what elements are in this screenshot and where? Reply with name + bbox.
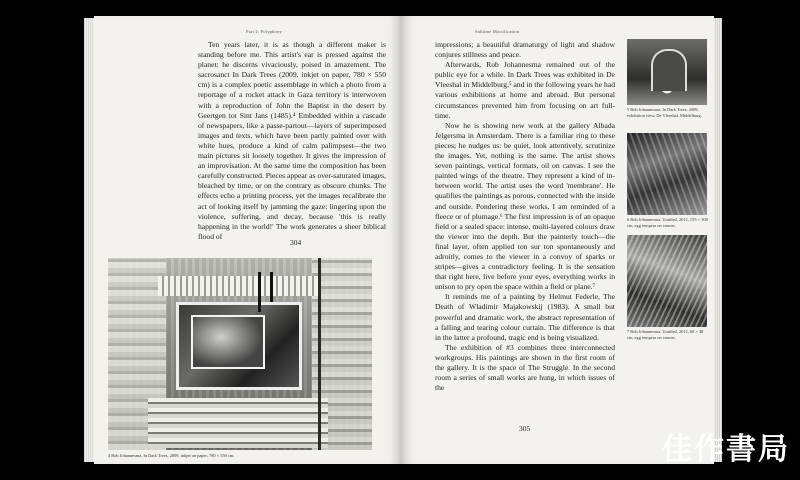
thumb-caption: 5 Rob Johannesma, In Dark Trees, 2009, exhibition view, De Vleeshal, Middelburg.: [627, 107, 702, 118]
paragraph: The exhibition of #3 combines three interconnected workgroups. His paintings are shown in the first room of the gallery. It is the space of The Struggle. In the second room a series of small works are hung, in which issues of the: [435, 342, 615, 393]
right-page: [401, 16, 714, 464]
paragraph: Ten years later, it is as though a different maker is standing before me. This artist's ear is pressed against the planet: he discerns vivaciously, poised in amazement. The sacrosanct In Dark Trees (2009, inkjet on paper, 780 × 550 cm) is a complex poetic assemblage in which a photo from a reportage of a rocket attack in Gaza territory is interwoven with a reproduction of John the Baptist in the desert by Geertgen tot Sint Jans (1485).⁴ Embedded within a cascade of newspapers, like a passe-partout—layers of superimposed images and texts, which have been partly painted over with white hues, produce a kind of calm palimpsest—the two main pictures sit loosely together. It gives the impression of an improvisation. At the same time the composition has been carefully constructed. Pieces appear as over-saturated images, bleached by time, or on the contrary as obscure chunks. The effects echo a printing process, yet the images recalibrate the act of looking itself by jamming the gaze: lingering upon the violence, suffering, and decay, because 'this is really happening in the world!' The work generates a sheer biblical flood of: [198, 40, 386, 241]
running-head-left: Part 4: Polyphony: [246, 29, 282, 34]
left-page: [94, 16, 401, 464]
paragraph: impressions; a beautiful dramaturgy of light and shadow conjures stillness and peace.: [435, 40, 615, 60]
page-edges-left: [84, 18, 94, 462]
watermark-logo: 佳作書局: [662, 432, 790, 467]
paragraph: It reminds me of a painting by Helmut Federle, The Death of Wladimir Majakowskij (1983). A small but powerful and dramatic work, the abstract representation of a falling and tearing colour curtain. The difference is that in the latter a profound, tragic end is being visualized.: [435, 292, 615, 342]
right-body-text: [435, 40, 615, 393]
running-head-right: Sublime Mortification: [475, 29, 520, 34]
thumb-caption: 7 Rob Johannesma, Untitled, 2012, 60 × 48 cm, egg tempera on canvas.: [627, 329, 704, 340]
thumbnail-painting-untitled-2: [627, 235, 707, 327]
folio-right: 305: [519, 424, 531, 433]
thumb-caption: 6 Rob Johannesma, Untitled, 2012, 155 × 100 cm, egg tempera on canvas.: [627, 217, 708, 228]
artwork-photo-in-dark-trees: [108, 258, 372, 450]
thumbnail-painting-untitled-1: [627, 133, 707, 215]
left-body-text: [198, 40, 386, 242]
photo-caption-left: 4 Rob Johannesma, In Dark Trees, 2009, inkjet on paper, 780 × 550 cm.: [108, 453, 235, 458]
folio-left: 304: [290, 238, 302, 247]
page-edges-right: [714, 18, 722, 462]
paragraph: Now he is showing new work at the gallery Albada Jelgersma in Amsterdam. There is a familiar ring to these pieces; he nudges us: be quiet, look attentively, scrutinize the images. Yet, nothing is the same. The artist shows seven paintings, vertical formats, oil on canvas. I see the painted wings of the theatre. They represent a kind of in-between world. The artist uses the word 'membrane'. He qualifies the paintings as porous, connected with the inside and outside. Pondering these works, I am reminded of a fleece or of plumage.⁶ The first impression is of an opaque field or a sealed space: intense, multi-layered colours draw the viewer into the depth. But the painterly touch—the final layer, often applied ton sur ton spontaneously and adroitly, comes to the viewer in a convoy of sparks or stripes—gives a contradictory feeling. It is the sensation that right here, live before your eyes, everything works in unison to pry open the space within a field or plane.⁷: [435, 120, 615, 292]
thumbnail-exhibition-view: [627, 39, 707, 105]
paragraph: Afterwards, Rob Johannesma remained out of the public eye for a while. In Dark Trees was exhibited in De Vleeshal in Middelburg,⁵ and in the following years he had various exhibitions at home and abroad. But personal circumstances prevented him from focusing on art full-time.: [435, 60, 615, 120]
